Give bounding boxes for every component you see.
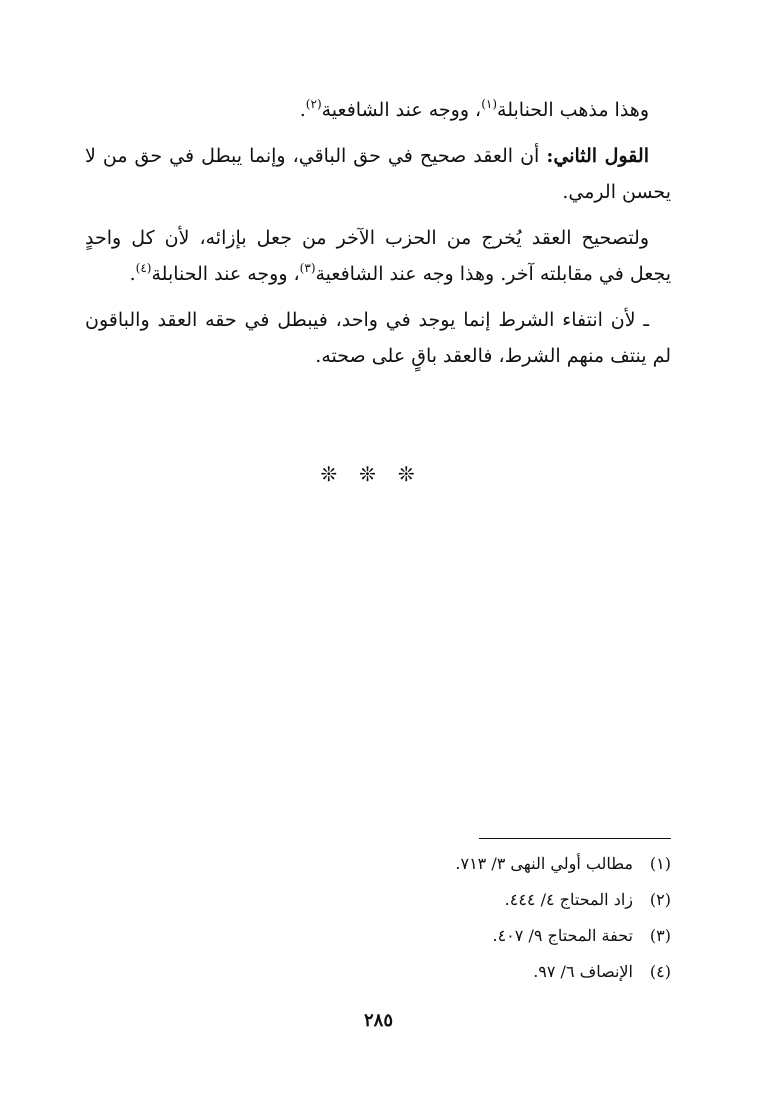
paragraph-1-text-c: . xyxy=(299,99,306,121)
footnote-text: الإنصاف ٦/ ٩٧. xyxy=(533,962,633,981)
main-text xyxy=(85,92,671,384)
footnote-number: (٤) xyxy=(649,962,671,981)
footnote-3 xyxy=(271,918,671,954)
footnote-divider xyxy=(479,838,671,839)
asterism-icon: ❊ xyxy=(320,462,360,486)
footnote-2 xyxy=(271,882,671,918)
paragraph-1-text-a: وهذا مذهب الحنابلة xyxy=(497,99,649,121)
paragraph-4 xyxy=(85,302,671,374)
paragraph-3 xyxy=(85,220,671,292)
footnotes xyxy=(271,846,671,990)
footnote-1 xyxy=(271,846,671,882)
footnote-ref-4: (٤) xyxy=(135,261,152,275)
paragraph-1 xyxy=(85,92,671,128)
footnote-number: (٣) xyxy=(649,926,671,945)
asterism-icon: ❊ xyxy=(359,462,398,486)
footnote-ref-2: (٢) xyxy=(305,97,322,111)
paragraph-1-text-b: ، ووجه عند الشافعية xyxy=(321,99,482,121)
paragraph-3-text-b: ، ووجه عند الحنابلة xyxy=(151,263,300,285)
paragraph-3-text-a: ولتصحيح العقد يُخرج من الحزب الآخر من جعل بإزائه، لأن كل واحدٍ يجعل في مقابلته آخر. وهذا وجه عند الشافعية xyxy=(85,227,671,285)
paragraph-2-heading: القول الثاني: xyxy=(546,145,649,167)
footnote-ref-1: (١) xyxy=(481,97,498,111)
section-separator xyxy=(0,462,757,486)
footnote-number: (٢) xyxy=(649,890,671,909)
footnote-4 xyxy=(271,954,671,990)
page-number: ٢٨٥ xyxy=(363,1010,393,1031)
footnote-ref-3: (٣) xyxy=(299,261,316,275)
footnote-number: (١) xyxy=(649,854,671,873)
paragraph-2 xyxy=(85,138,671,210)
paragraph-3-text-c: . xyxy=(129,263,136,285)
footnote-text: زاد المحتاج ٤/ ٤٤٤. xyxy=(504,890,633,909)
asterism-icon: ❊ xyxy=(397,462,437,486)
paragraph-4-text: ـ لأن انتفاء الشرط إنما يوجد في واحد، فيبطل في حقه العقد والباقون لم ينتف منهم الشرط، فالعقد باقٍ على صحته. xyxy=(85,309,671,367)
paragraph-2-text: أن العقد صحيح في حق الباقي، وإنما يبطل في حق من لا يحسن الرمي. xyxy=(85,145,671,203)
footnote-text: مطالب أولي النهى ٣/ ٧١٣. xyxy=(455,854,633,873)
footnote-text: تحفة المحتاج ٩/ ٤٠٧. xyxy=(492,926,633,945)
